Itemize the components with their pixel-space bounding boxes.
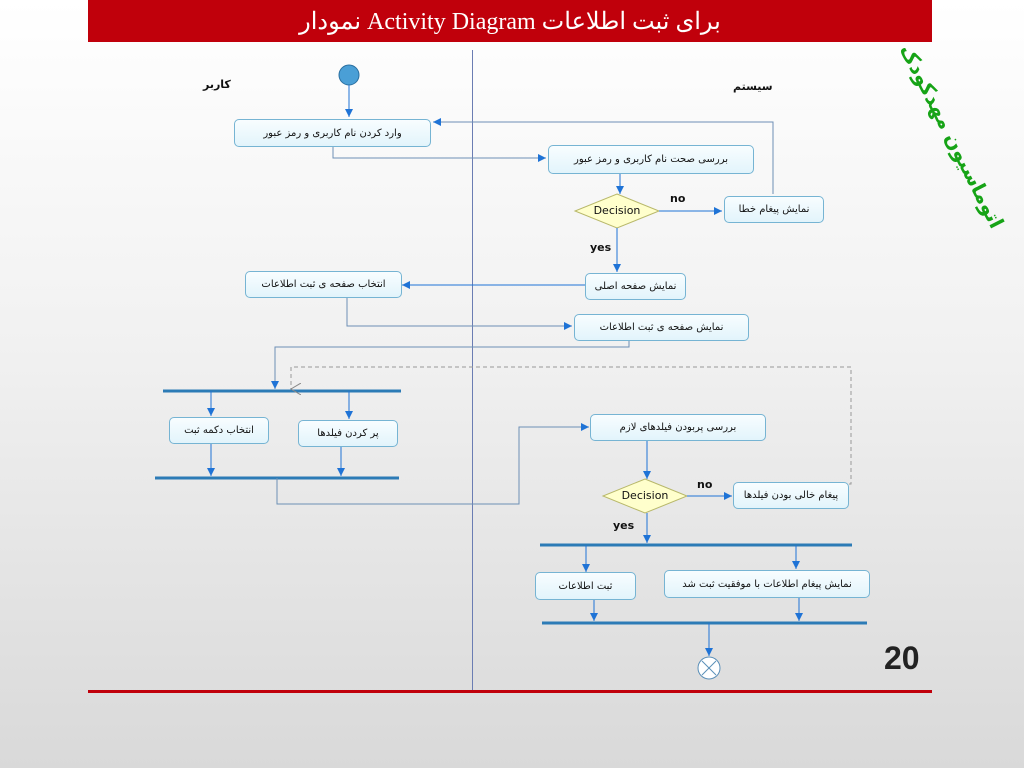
activity-empty-fields-message: پیغام خالی بودن فیلدها	[733, 482, 849, 509]
lane-label-user: کاربر	[203, 78, 231, 91]
edge-show-register-to-fork	[275, 341, 629, 389]
slide-title: نمودار Activity Diagram برای ثبت اطلاعات	[88, 0, 932, 42]
activity-fill-fields: پر کردن فیلدها	[298, 420, 398, 447]
activity-check-required-fields: بررسی پربودن فیلدهای لازم	[590, 414, 766, 441]
edge-label-d1-no: no	[670, 192, 686, 205]
edge-label-d2-no: no	[697, 478, 713, 491]
page-number: 20	[884, 640, 920, 676]
activity-check-credentials: بررسی صحت نام کاربری و رمز عبور	[548, 145, 754, 174]
lane-label-system: سیستم	[733, 80, 773, 93]
activity-show-error: نمایش پیغام خطا	[724, 196, 824, 223]
activity-show-main-page: نمایش صفحه اصلی	[585, 273, 686, 300]
activity-enter-credentials: وارد کردن نام کاربری و رمز عبور	[234, 119, 431, 147]
decision-label-fields: Decision	[621, 489, 669, 502]
activity-show-register-page: نمایش صفحه ی ثبت اطلاعات	[574, 314, 749, 341]
activity-save-data: ثبت اطلاعات	[535, 572, 636, 600]
side-label: اتوماسیون مهدکودک	[895, 40, 1009, 233]
edge-label-d1-yes: yes	[590, 241, 612, 254]
footer-divider	[88, 690, 932, 693]
edge-select-to-show-register	[347, 298, 572, 326]
edge-enter-to-check	[333, 147, 546, 158]
decision-label-credentials: Decision	[593, 204, 641, 217]
edge-label-d2-yes: yes	[613, 519, 635, 532]
initial-node	[339, 65, 359, 85]
activity-select-register-page: انتخاب صفحه ی ثبت اطلاعات	[245, 271, 402, 298]
activity-select-submit-button: انتخاب دکمه ثبت	[169, 417, 269, 444]
final-node	[698, 657, 720, 679]
activity-success-message: نمایش پیغام اطلاعات با موفقیت ثبت شد	[664, 570, 870, 598]
